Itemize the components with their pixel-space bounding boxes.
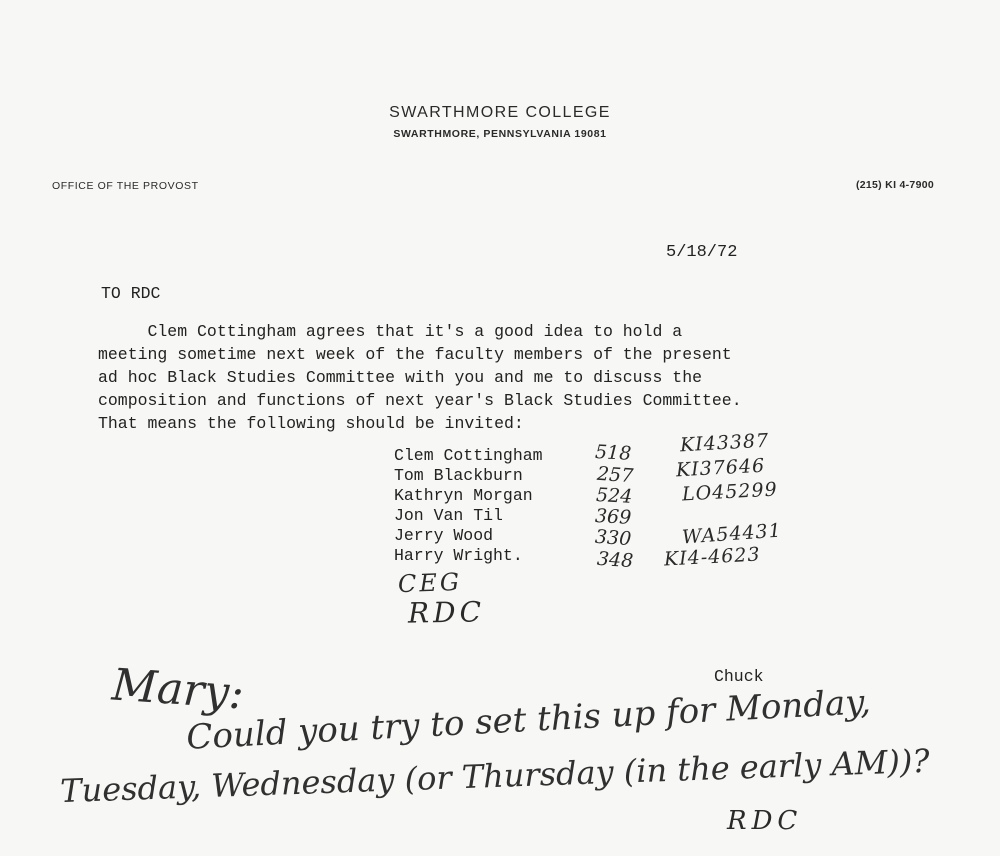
- handwritten-note-line: Tuesday, Wednesday (or Thursday (in the early AM))?: [59, 741, 931, 811]
- invitee-phone: KI43387: [679, 429, 770, 457]
- body-line: That means the following should be invited:: [98, 414, 524, 433]
- invitee-name: Jon Van Til: [394, 506, 503, 525]
- invitee-phone: LO45299: [681, 478, 779, 506]
- invitee-extension: 369: [594, 505, 632, 529]
- invitee-phone: WA54431: [681, 519, 783, 549]
- letterhead-college: SWARTHMORE COLLEGE: [389, 104, 611, 121]
- invitee-phone: KI4-4623: [663, 543, 762, 571]
- memo-date: 5/18/72: [666, 243, 738, 262]
- memo-recipient: TO RDC: [101, 284, 161, 303]
- invitee-extension: 524: [595, 484, 633, 508]
- invitee-list: [394, 446, 543, 566]
- body-line: ad hoc Black Studies Committee with you and me to discuss the: [98, 368, 702, 387]
- letterhead-office: OFFICE OF THE PROVOST: [52, 180, 199, 192]
- body-line: composition and functions of next year's Black Studies Committee.: [98, 391, 742, 410]
- handwritten-salutation: Mary:: [110, 659, 246, 720]
- invitee-extension: 257: [596, 462, 634, 488]
- letterhead-address: SWARTHMORE, PENNSYLVANIA 19081: [393, 128, 607, 140]
- invitee-name: Harry Wright.: [394, 546, 523, 565]
- handwritten-addition: CEG: [397, 567, 463, 599]
- memo-body: [98, 320, 898, 435]
- memo-signature: Chuck: [714, 667, 764, 686]
- handwritten-initials: RDC: [727, 806, 803, 836]
- handwritten-addition: RDC: [407, 595, 486, 630]
- invitee-extension: 348: [596, 547, 634, 573]
- invitee-extension: 518: [594, 441, 632, 465]
- invitee-phone: KI37646: [675, 454, 766, 482]
- body-line: meeting sometime next week of the faculty members of the present: [98, 345, 732, 364]
- invitee-name: Clem Cottingham: [394, 446, 543, 465]
- invitee-name: Jerry Wood: [394, 526, 494, 545]
- invitee-extension: 330: [594, 525, 632, 551]
- body-line: Clem Cottingham agrees that it's a good idea to hold a: [98, 322, 683, 341]
- invitee-name: Kathryn Morgan: [394, 486, 533, 505]
- handwritten-note-line: Could you try to set this up for Monday,: [185, 682, 872, 758]
- letterhead-phone: (215) KI 4-7900: [855, 179, 934, 191]
- invitee-name: Tom Blackburn: [394, 466, 523, 485]
